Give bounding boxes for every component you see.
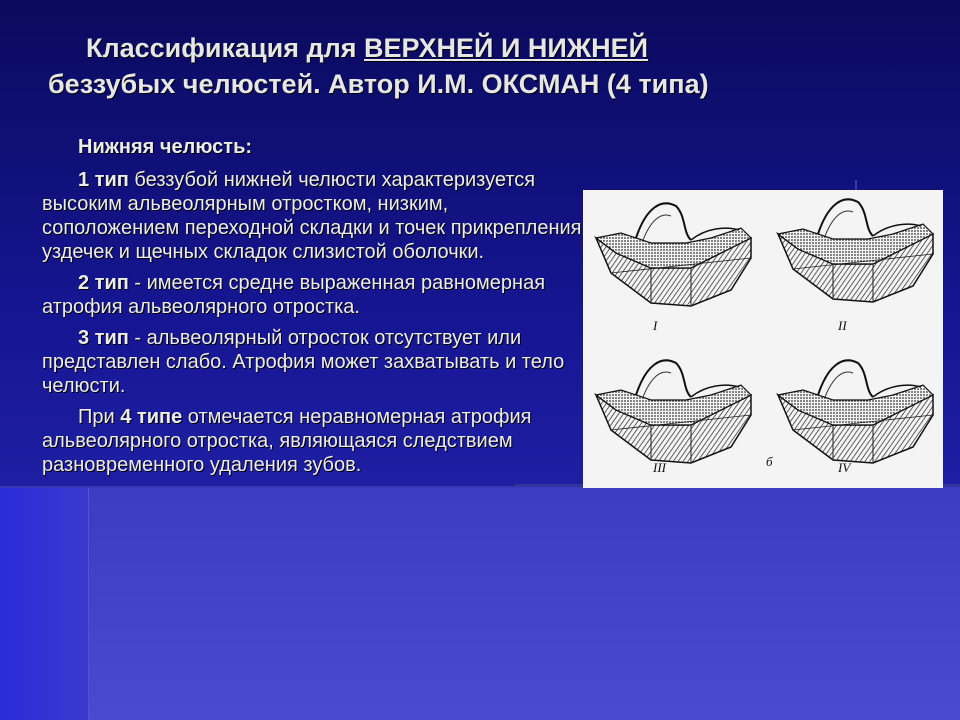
figure-label-b: б <box>766 454 773 469</box>
type-paragraph <box>42 271 587 319</box>
type-text: беззубой нижней челюсти характеризуется высоким альвеолярным отростком, низким, соположением переходной складки и точек прикрепления уздечек и щечных складок слизистой оболочки. <box>42 169 582 263</box>
type-text: - альвеолярный отросток отсутствует или представлен слабо. Атрофия может захватывать и тело челюсти. <box>42 327 565 397</box>
jaw-type-1-drawing <box>596 203 751 306</box>
slide-body <box>42 135 587 484</box>
jaw-illustration-svg <box>583 190 943 488</box>
type-text: отмечается неравномерная атрофия альвеолярного отростка, являющаяся следствием разновременного удаления зубов. <box>42 406 532 476</box>
jaw-type-4-drawing <box>778 360 933 463</box>
subheading: Нижняя челюсть: <box>78 136 253 158</box>
figure-label-4: IV <box>838 460 851 475</box>
title-prefix: Классификация для <box>86 33 365 63</box>
figure-label-2: II <box>838 318 847 333</box>
type-label: 2 тип <box>78 272 129 294</box>
background-band <box>0 486 960 720</box>
slide-title <box>48 30 908 102</box>
type-label: 1 тип <box>78 169 129 191</box>
type-paragraph <box>42 168 587 264</box>
title-line-1 <box>48 30 908 66</box>
type-label: 4 типе <box>120 406 183 428</box>
jaw-type-2-drawing <box>778 199 933 302</box>
figure-label-3: III <box>653 460 666 475</box>
title-highlight: ВЕРХНЕЙ И НИЖНЕЙ <box>364 33 649 63</box>
jaw-type-3-drawing <box>596 360 751 463</box>
background-divider <box>0 486 515 488</box>
type-text: - имеется средне выраженная равномерная атрофия альвеолярного отростка. <box>42 272 546 318</box>
type4-prefix: При <box>78 406 121 428</box>
background-left-strip <box>0 486 89 720</box>
type-paragraph <box>42 405 587 477</box>
figure-label-1: I <box>653 318 658 333</box>
type-paragraph <box>42 326 587 398</box>
jaw-illustration <box>583 190 943 488</box>
type-label: 3 тип <box>78 327 129 349</box>
title-line-2: беззубых челюстей. Автор И.М. ОКСМАН (4 типа) <box>48 69 709 99</box>
